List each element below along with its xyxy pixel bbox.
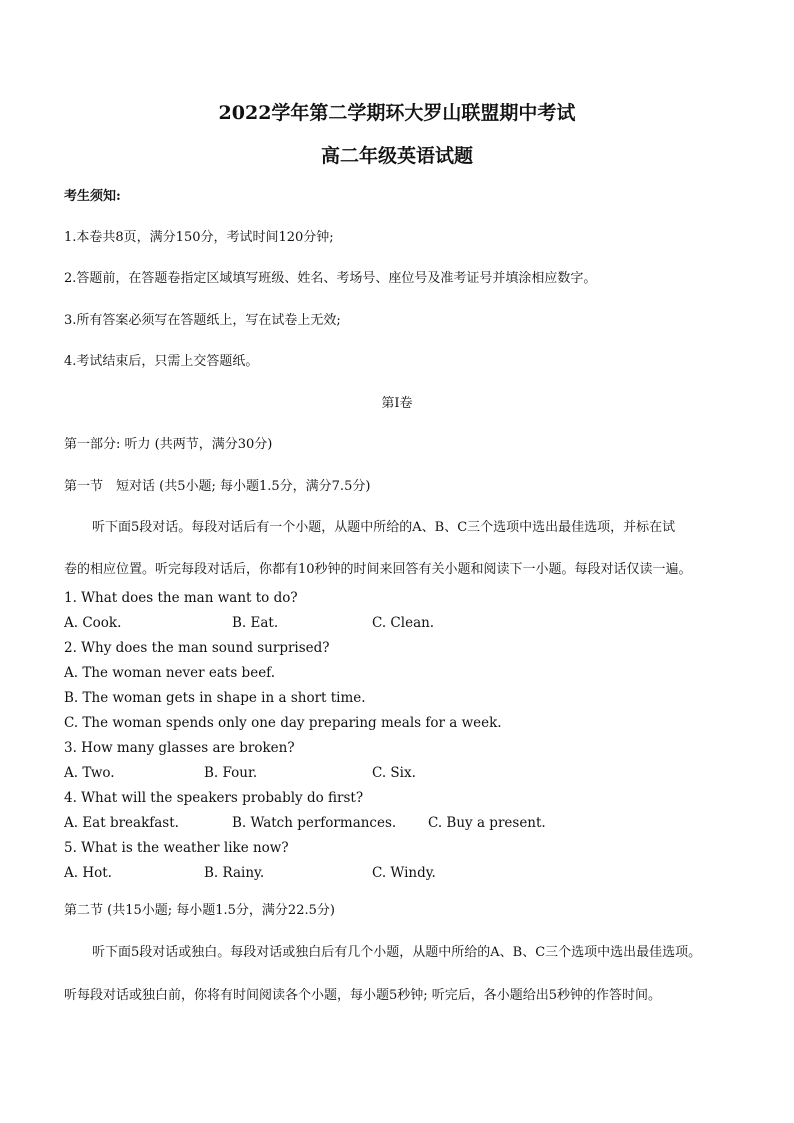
question-4: 4. What will the speakers probably do first?: [64, 790, 364, 806]
exam-subtitle: 高二年级英语试题: [320, 145, 473, 167]
q1-option-a: A. Cook.: [64, 615, 122, 631]
q5-option-c: C. Windy.: [372, 865, 436, 881]
q1-option-c: C. Clean.: [372, 615, 435, 631]
section1-instructions-line-1: 听下面5段对话。每段对话后有一个小题，从题中所给的A、B、C三个选项中选出最佳选项，并标在试: [92, 520, 676, 535]
q3-option-c: C. Six.: [372, 765, 416, 781]
section1-heading: 第一节 短对话 (共5小题; 每小题1.5分，满分7.5分): [64, 479, 371, 494]
question-5: 5. What is the weather like now?: [64, 840, 289, 856]
q2-option-b: B. The woman gets in shape in a short time.: [64, 690, 366, 706]
q3-option-b: B. Four.: [204, 765, 258, 781]
notice-item-3: 3.所有答案必须写在答题纸上，写在试卷上无效;: [64, 313, 341, 328]
exam-title: 2022学年第二学期环大罗山联盟期中考试: [218, 102, 576, 124]
q1-option-b: B. Eat.: [232, 615, 279, 631]
section2-heading: 第二节 (共15小题; 每小题1.5分，满分22.5分): [64, 903, 335, 918]
q4-option-b: B. Watch performances.: [232, 815, 397, 831]
q4-option-c: C. Buy a present.: [428, 815, 546, 831]
q4-option-a: A. Eat breakfast.: [64, 815, 179, 831]
q5-option-a: A. Hot.: [64, 865, 112, 881]
notice-item-2: 2.答题前，在答题卷指定区域填写班级、姓名、考场号、座位号及准考证号并填涂相应数字。: [64, 271, 597, 286]
section1-instructions-line-2: 卷的相应位置。听完每段对话后，你都有10秒钟的时间来回答有关小题和阅读下一小题。每段对话仅读一遍。: [64, 562, 692, 577]
question-2: 2. Why does the man sound surprised?: [64, 640, 330, 656]
q2-option-c: C. The woman spends only one day preparing meals for a week.: [64, 715, 502, 731]
section2-instructions-line-1: 听下面5段对话或独白。每段对话或独白后有几个小题，从题中所给的A、B、C三个选项中选出最佳选项。: [92, 945, 702, 960]
q2-option-a: A. The woman never eats beef.: [64, 665, 275, 681]
notice-item-1: 1.本卷共8页，满分150分，考试时间120分钟;: [64, 230, 334, 245]
question-1: 1. What does the man want to do?: [64, 590, 298, 606]
q3-option-a: A. Two.: [64, 765, 115, 781]
part1-heading: 第一部分: 听力 (共两节，满分30分): [64, 437, 273, 452]
question-3: 3. How many glasses are broken?: [64, 740, 295, 756]
volume-label: 第I卷: [381, 396, 413, 411]
notice-heading: 考生须知:: [64, 189, 121, 204]
q5-option-b: B. Rainy.: [204, 865, 265, 881]
notice-item-4: 4.考试结束后，只需上交答题纸。: [64, 354, 259, 369]
section2-instructions-line-2: 听每段对话或独白前，你将有时间阅读各个小题，每小题5秒钟; 听完后，各小题给出5秒钟的作答时间。: [64, 988, 662, 1003]
